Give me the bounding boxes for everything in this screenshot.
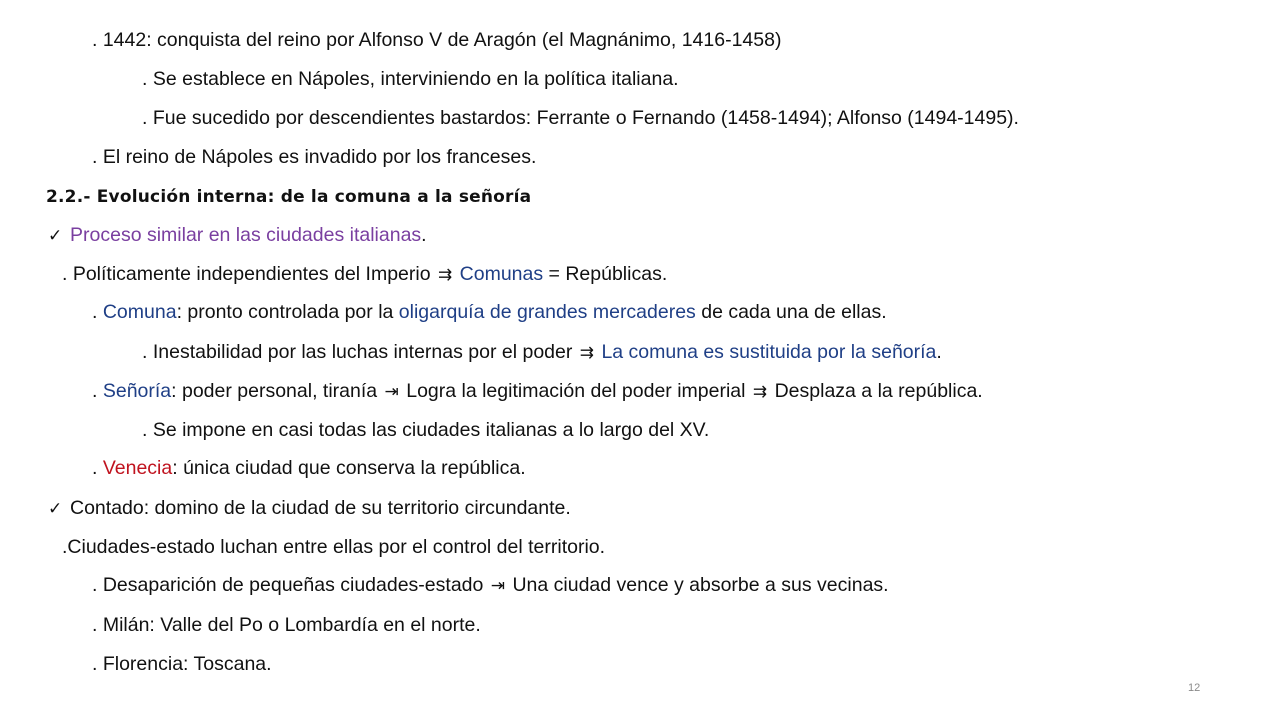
line-text: . — [936, 341, 942, 363]
line-text: = Repúblicas. — [543, 263, 668, 285]
line-text: . — [92, 457, 103, 479]
line-text: Contado: domino de la ciudad de su territorio circundante. — [70, 497, 571, 519]
highlight-text: Comuna — [102, 301, 177, 323]
line-text: Una ciudad vence y absorbe a sus vecinas. — [512, 574, 889, 596]
checkmark-icon: ✓ — [48, 226, 63, 246]
line-text: . — [92, 301, 103, 323]
line-text: . Inestabilidad por las luchas internas por el poder — [142, 341, 573, 363]
line-text: . 1442: conquista del reino por Alfonso V de Aragón (el Magnánimo, 1416-1458) — [92, 29, 782, 51]
imposition-line — [142, 418, 709, 442]
naples-establishment-line — [142, 67, 679, 91]
venecia-line — [92, 456, 526, 480]
line-text: Logra la legitimación del poder imperial — [406, 380, 746, 402]
line-text: . Florencia: Toscana. — [92, 653, 272, 675]
line-text: . Fue sucedido por descendientes bastardos: Ferrante o Fernando (1458-1494); Alfonso (1494-1495). — [142, 107, 1019, 129]
section-heading-text: 2.2.- Evolución interna: de la comuna a la señoría — [46, 187, 532, 207]
arrow-to-bar-icon: ⇥ — [384, 382, 399, 402]
highlight-text: oligarquía de grandes mercaderes — [398, 301, 696, 323]
line-text: . Políticamente independientes del Imperio — [62, 263, 431, 285]
line-text: . Se impone en casi todas las ciudades italianas a lo largo del XV. — [142, 419, 710, 441]
section-heading — [46, 185, 531, 209]
highlight-text: Señoría — [102, 380, 172, 402]
naples-invasion-line — [92, 145, 536, 169]
naples-succession-line — [142, 106, 1019, 130]
line-text: Desplaza a la república. — [774, 380, 983, 402]
double-arrow-icon: ⇉ — [437, 265, 453, 285]
highlight-text: La comuna es sustituida por la señoría — [601, 341, 937, 363]
highlight-text: Proceso similar en las ciudades italianas — [70, 224, 422, 246]
line-text: : única ciudad que conserva la república. — [172, 457, 526, 479]
city-states-line — [62, 535, 605, 559]
line-text: de cada una de ellas. — [695, 301, 887, 323]
double-arrow-icon: ⇉ — [579, 343, 595, 363]
line-text: . El reino de Nápoles es invadido por los franceses. — [92, 146, 537, 168]
line-text: . Se establece en Nápoles, interviniendo en la política italiana. — [142, 68, 679, 90]
line-text: . Desaparición de pequeñas ciudades-estado — [92, 574, 484, 596]
line-text: : pronto controlada por la — [176, 301, 399, 323]
process-similar-line — [48, 223, 427, 248]
arrow-to-bar-icon: ⇥ — [490, 576, 506, 596]
line-text: . — [92, 380, 103, 402]
milan-line — [92, 613, 481, 637]
slide-number: 12 — [1188, 682, 1201, 694]
line-text: . — [421, 224, 427, 246]
line-text: . Milán: Valle del Po o Lombardía en el norte. — [92, 614, 481, 636]
checkmark-icon: ✓ — [48, 499, 63, 519]
line-text: .Ciudades-estado luchan entre ellas por el control del territorio. — [62, 536, 606, 558]
line-text: : poder personal, tiranía — [171, 380, 378, 402]
highlight-text: Comunas — [459, 263, 544, 285]
independence-line — [62, 262, 667, 287]
double-arrow-icon: ⇉ — [752, 382, 768, 402]
highlight-text: Venecia — [102, 457, 173, 479]
comuna-line — [92, 300, 887, 324]
senoria-line — [92, 379, 983, 404]
florence-line — [92, 652, 272, 676]
instability-line — [142, 340, 942, 365]
disappearance-line — [92, 573, 889, 598]
contado-line — [48, 496, 571, 521]
naples-conquest-line — [92, 28, 781, 52]
